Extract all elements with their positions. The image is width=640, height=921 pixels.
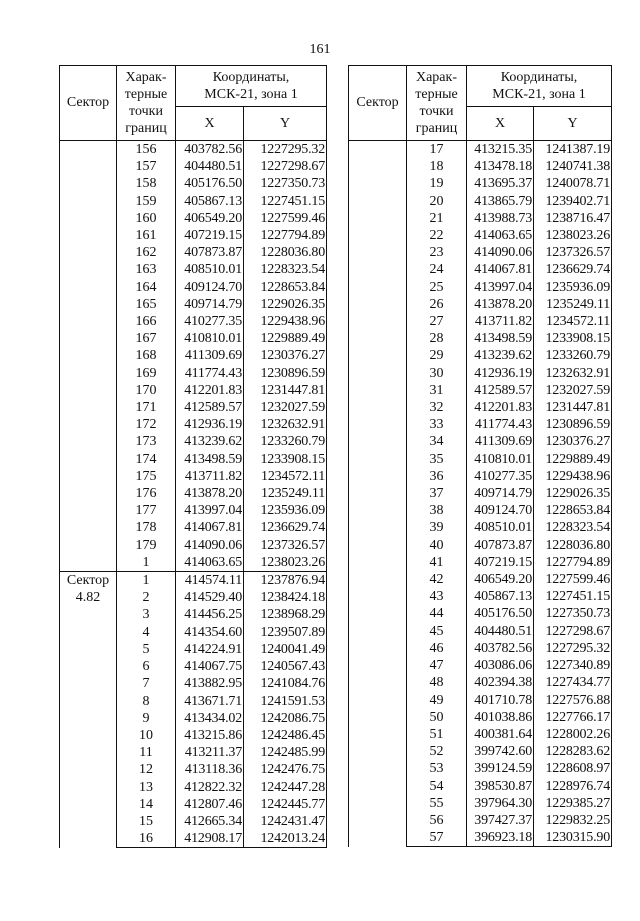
y-coordinate-cell: 1229832.25 (534, 812, 612, 829)
point-number-cell: 13 (117, 779, 176, 796)
x-coordinate-cell: 413434.02 (176, 710, 244, 727)
y-coordinate-cell: 1241387.19 (534, 141, 612, 159)
y-coordinate-cell: 1227576.88 (534, 692, 612, 709)
y-coordinate-cell: 1227350.73 (534, 605, 612, 622)
point-number-cell: 27 (407, 313, 467, 330)
y-coordinate-cell: 1230896.59 (244, 365, 327, 382)
x-coordinate-cell: 402394.38 (467, 674, 534, 691)
x-coordinate-cell: 412665.34 (176, 813, 244, 830)
sector-cell (349, 141, 407, 847)
point-number-cell: 37 (407, 485, 467, 502)
y-coordinate-cell: 1240741.38 (534, 158, 612, 175)
x-coordinate-cell: 410810.01 (176, 330, 244, 347)
x-coordinate-cell: 412589.57 (467, 382, 534, 399)
y-coordinate-cell: 1227434.77 (534, 674, 612, 691)
point-number-cell: 163 (117, 261, 176, 278)
sector-label: Сектор (66, 573, 110, 589)
point-number-cell: 174 (117, 451, 176, 468)
x-coordinate-cell: 413878.20 (176, 485, 244, 502)
points-header-line: терные (124, 87, 168, 102)
y-coordinate-cell: 1232632.91 (534, 365, 612, 382)
y-coordinate-cell: 1233908.15 (244, 451, 327, 468)
point-number-cell: 168 (117, 347, 176, 364)
x-coordinate-cell: 409714.79 (467, 485, 534, 502)
y-coordinate-cell: 1227350.73 (244, 175, 327, 192)
sector-label: 4.82 (75, 590, 101, 606)
point-number-cell: 178 (117, 519, 176, 536)
x-coordinate-cell: 414354.60 (176, 624, 244, 641)
x-coordinate-cell: 404480.51 (467, 623, 534, 640)
y-coordinate-cell: 1238023.26 (534, 227, 612, 244)
y-coordinate-cell: 1228283.62 (534, 743, 612, 760)
point-number-cell: 32 (407, 399, 467, 416)
coordinates-table-right (348, 65, 612, 847)
y-coordinate-cell: 1229026.35 (534, 485, 612, 502)
point-number-cell: 57 (407, 829, 467, 847)
point-number-cell: 175 (117, 468, 176, 485)
point-number-cell: 52 (407, 743, 467, 760)
x-coordinate-cell: 408510.01 (467, 519, 534, 536)
coordinates-header-line: МСК-21, зона 1 (492, 87, 586, 102)
y-coordinate-cell: 1227599.46 (244, 210, 327, 227)
x-coordinate-cell: 410277.35 (176, 313, 244, 330)
point-number-cell: 159 (117, 193, 176, 210)
x-coordinate-cell: 406549.20 (176, 210, 244, 227)
y-coordinate-cell: 1239507.89 (244, 624, 327, 641)
point-number-cell: 51 (407, 726, 467, 743)
y-coordinate-cell: 1230376.27 (534, 433, 612, 450)
y-coordinate-cell: 1228323.54 (534, 519, 612, 536)
y-coordinate-cell: 1227298.67 (244, 158, 327, 175)
x-coordinate-cell: 413671.71 (176, 693, 244, 710)
x-coordinate-cell: 412201.83 (176, 382, 244, 399)
point-number-cell: 54 (407, 778, 467, 795)
x-coordinate-cell: 412822.32 (176, 779, 244, 796)
x-coordinate-cell: 414574.11 (176, 572, 244, 590)
x-coordinate-cell: 413711.82 (176, 468, 244, 485)
point-number-cell: 24 (407, 261, 467, 278)
x-coordinate-cell: 403782.56 (176, 141, 244, 159)
table-row (60, 141, 327, 159)
point-number-cell: 18 (407, 158, 467, 175)
y-coordinate-cell: 1227295.32 (244, 141, 327, 159)
x-coordinate-cell: 399124.59 (467, 760, 534, 777)
points-header-line: Харак- (415, 70, 457, 85)
x-coordinate-cell: 405867.13 (176, 193, 244, 210)
y-coordinate-cell: 1227451.15 (534, 588, 612, 605)
y-coordinate-cell: 1236629.74 (244, 519, 327, 536)
x-coordinate-cell: 413865.79 (467, 193, 534, 210)
points-header-line: границ (125, 121, 167, 136)
x-coordinate-cell: 414067.81 (176, 519, 244, 536)
y-coordinate-cell: 1227295.32 (534, 640, 612, 657)
point-number-cell: 53 (407, 760, 467, 777)
x-coordinate-cell: 414063.65 (176, 554, 244, 572)
y-coordinate-cell: 1227298.67 (534, 623, 612, 640)
point-number-cell: 20 (407, 193, 467, 210)
y-coordinate-cell: 1237326.57 (534, 244, 612, 261)
points-header (117, 66, 176, 141)
point-number-cell: 9 (117, 710, 176, 727)
y-coordinate-cell: 1235249.11 (244, 485, 327, 502)
point-number-cell: 30 (407, 365, 467, 382)
y-coordinate-cell: 1227451.15 (244, 193, 327, 210)
y-coordinate-cell: 1229385.27 (534, 795, 612, 812)
y-coordinate-cell: 1238023.26 (244, 554, 327, 572)
x-coordinate-cell: 413711.82 (467, 313, 534, 330)
y-coordinate-cell: 1230376.27 (244, 347, 327, 364)
y-coordinate-cell: 1229026.35 (244, 296, 327, 313)
point-number-cell: 156 (117, 141, 176, 159)
y-coordinate-cell: 1239402.71 (534, 193, 612, 210)
point-number-cell: 165 (117, 296, 176, 313)
point-number-cell: 179 (117, 537, 176, 554)
points-header-line: терные (415, 87, 458, 102)
y-coordinate-cell: 1235936.09 (534, 279, 612, 296)
x-coordinate-cell: 413215.86 (176, 727, 244, 744)
point-number-cell: 4 (117, 624, 176, 641)
point-number-cell: 47 (407, 657, 467, 674)
y-coordinate-cell: 1231447.81 (534, 399, 612, 416)
table-row (349, 141, 612, 159)
coordinates-header (467, 66, 612, 107)
point-number-cell: 158 (117, 175, 176, 192)
y-coordinate-cell: 1228608.97 (534, 760, 612, 777)
point-number-cell: 40 (407, 537, 467, 554)
points-header-line: границ (415, 121, 458, 136)
point-number-cell: 176 (117, 485, 176, 502)
y-coordinate-cell: 1231447.81 (244, 382, 327, 399)
x-coordinate-cell: 407873.87 (176, 244, 244, 261)
x-coordinate-cell: 409124.70 (176, 279, 244, 296)
x-coordinate-cell: 403782.56 (467, 640, 534, 657)
y-coordinate-cell: 1228976.74 (534, 778, 612, 795)
y-coordinate-cell: 1229438.96 (534, 468, 612, 485)
x-coordinate-cell: 412201.83 (467, 399, 534, 416)
point-number-cell: 56 (407, 812, 467, 829)
x-coordinate-cell: 410277.35 (467, 468, 534, 485)
y-coordinate-cell: 1230896.59 (534, 416, 612, 433)
point-number-cell: 8 (117, 693, 176, 710)
x-coordinate-cell: 407219.15 (467, 554, 534, 571)
point-number-cell: 29 (407, 347, 467, 364)
point-number-cell: 173 (117, 433, 176, 450)
x-coordinate-cell: 414067.75 (176, 658, 244, 675)
x-coordinate-cell: 406549.20 (467, 571, 534, 588)
y-coordinate-cell: 1237326.57 (244, 537, 327, 554)
x-coordinate-cell: 413878.20 (467, 296, 534, 313)
y-coordinate-cell: 1241084.76 (244, 675, 327, 692)
point-number-cell: 6 (117, 658, 176, 675)
y-coordinate-cell: 1242013.24 (244, 830, 327, 848)
point-number-cell: 3 (117, 606, 176, 623)
point-number-cell: 162 (117, 244, 176, 261)
y-coordinate-cell: 1242447.28 (244, 779, 327, 796)
point-number-cell: 43 (407, 588, 467, 605)
x-coordinate-cell: 405176.50 (467, 605, 534, 622)
point-number-cell: 17 (407, 141, 467, 159)
y-coordinate-cell: 1234572.11 (534, 313, 612, 330)
x-coordinate-cell: 407873.87 (467, 537, 534, 554)
y-coordinate-cell: 1227766.17 (534, 709, 612, 726)
points-header-line: Харак- (125, 70, 167, 85)
point-number-cell: 39 (407, 519, 467, 536)
x-coordinate-cell: 413239.62 (467, 347, 534, 364)
coordinates-table-left (59, 65, 327, 848)
point-number-cell: 7 (117, 675, 176, 692)
point-number-cell: 172 (117, 416, 176, 433)
point-number-cell: 46 (407, 640, 467, 657)
point-number-cell: 23 (407, 244, 467, 261)
point-number-cell: 48 (407, 674, 467, 691)
point-number-cell: 22 (407, 227, 467, 244)
y-coordinate-cell: 1238424.18 (244, 589, 327, 606)
sector-header: Сектор (60, 66, 117, 141)
x-coordinate-cell: 413498.59 (467, 330, 534, 347)
point-number-cell: 33 (407, 416, 467, 433)
x-coordinate-cell: 412589.57 (176, 399, 244, 416)
y-coordinate-cell: 1238716.47 (534, 210, 612, 227)
y-coordinate-cell: 1238968.29 (244, 606, 327, 623)
x-coordinate-cell: 410810.01 (467, 451, 534, 468)
x-coordinate-cell: 408510.01 (176, 261, 244, 278)
x-coordinate-cell: 413215.35 (467, 141, 534, 159)
table-row (60, 572, 327, 590)
points-header-line: точки (419, 104, 454, 119)
y-coordinate-cell: 1242476.75 (244, 761, 327, 778)
point-number-cell: 31 (407, 382, 467, 399)
point-number-cell: 49 (407, 692, 467, 709)
y-coordinate-cell: 1240567.43 (244, 658, 327, 675)
point-number-cell: 177 (117, 502, 176, 519)
x-coordinate-cell: 414067.81 (467, 261, 534, 278)
x-coordinate-cell: 413695.37 (467, 175, 534, 192)
y-coordinate-cell: 1228653.84 (534, 502, 612, 519)
x-coordinate-cell: 401710.78 (467, 692, 534, 709)
x-coordinate-cell: 411309.69 (176, 347, 244, 364)
y-coordinate-cell: 1233260.79 (534, 347, 612, 364)
x-coordinate-cell: 412807.46 (176, 796, 244, 813)
point-number-cell: 55 (407, 795, 467, 812)
y-coordinate-cell: 1227794.89 (244, 227, 327, 244)
x-coordinate-cell: 413882.95 (176, 675, 244, 692)
x-coordinate-cell: 405176.50 (176, 175, 244, 192)
x-coordinate-cell: 405867.13 (467, 588, 534, 605)
point-number-cell: 38 (407, 502, 467, 519)
y-coordinate-cell: 1240041.49 (244, 641, 327, 658)
point-number-cell: 160 (117, 210, 176, 227)
y-coordinate-cell: 1235936.09 (244, 502, 327, 519)
point-number-cell: 16 (117, 830, 176, 848)
x-coordinate-cell: 414090.06 (467, 244, 534, 261)
x-coordinate-cell: 413118.36 (176, 761, 244, 778)
y-coordinate-cell: 1230315.90 (534, 829, 612, 847)
x-coordinate-cell: 404480.51 (176, 158, 244, 175)
x-coordinate-cell: 409714.79 (176, 296, 244, 313)
x-coordinate-cell: 400381.64 (467, 726, 534, 743)
y-coordinate-cell: 1228002.26 (534, 726, 612, 743)
y-coordinate-cell: 1242431.47 (244, 813, 327, 830)
x-coordinate-cell: 412936.19 (467, 365, 534, 382)
y-coordinate-cell: 1232632.91 (244, 416, 327, 433)
y-coordinate-cell: 1237876.94 (244, 572, 327, 590)
y-coordinate-cell: 1242485.99 (244, 744, 327, 761)
x-coordinate-cell: 411774.43 (467, 416, 534, 433)
x-coordinate-cell: 412936.19 (176, 416, 244, 433)
x-coordinate-cell: 397427.37 (467, 812, 534, 829)
point-number-cell: 28 (407, 330, 467, 347)
point-number-cell: 164 (117, 279, 176, 296)
y-coordinate-cell: 1233908.15 (534, 330, 612, 347)
point-number-cell: 34 (407, 433, 467, 450)
point-number-cell: 167 (117, 330, 176, 347)
coordinates-header (176, 66, 327, 107)
y-coordinate-cell: 1229889.49 (534, 451, 612, 468)
x-coordinate-cell: 398530.87 (467, 778, 534, 795)
point-number-cell: 1 (117, 572, 176, 590)
x-header: X (467, 107, 534, 141)
point-number-cell: 166 (117, 313, 176, 330)
x-coordinate-cell: 413239.62 (176, 433, 244, 450)
y-coordinate-cell: 1236629.74 (534, 261, 612, 278)
x-coordinate-cell: 401038.86 (467, 709, 534, 726)
y-coordinate-cell: 1227340.89 (534, 657, 612, 674)
x-coordinate-cell: 399742.60 (467, 743, 534, 760)
y-coordinate-cell: 1229889.49 (244, 330, 327, 347)
x-coordinate-cell: 414224.91 (176, 641, 244, 658)
y-coordinate-cell: 1240078.71 (534, 175, 612, 192)
point-number-cell: 1 (117, 554, 176, 572)
x-coordinate-cell: 413478.18 (467, 158, 534, 175)
point-number-cell: 25 (407, 279, 467, 296)
y-coordinate-cell: 1241591.53 (244, 693, 327, 710)
point-number-cell: 11 (117, 744, 176, 761)
x-coordinate-cell: 414456.25 (176, 606, 244, 623)
point-number-cell: 36 (407, 468, 467, 485)
points-header-line: точки (129, 104, 163, 119)
point-number-cell: 42 (407, 571, 467, 588)
coordinates-header-line: Координаты, (500, 70, 578, 85)
point-number-cell: 2 (117, 589, 176, 606)
x-coordinate-cell: 396923.18 (467, 829, 534, 847)
point-number-cell: 10 (117, 727, 176, 744)
coordinates-header-line: МСК-21, зона 1 (204, 87, 298, 102)
sector-cell (60, 141, 117, 572)
x-coordinate-cell: 411774.43 (176, 365, 244, 382)
point-number-cell: 41 (407, 554, 467, 571)
point-number-cell: 170 (117, 382, 176, 399)
y-coordinate-cell: 1228036.80 (534, 537, 612, 554)
point-number-cell: 157 (117, 158, 176, 175)
x-coordinate-cell: 407219.15 (176, 227, 244, 244)
x-coordinate-cell: 413988.73 (467, 210, 534, 227)
y-coordinate-cell: 1228653.84 (244, 279, 327, 296)
x-coordinate-cell: 413498.59 (176, 451, 244, 468)
point-number-cell: 5 (117, 641, 176, 658)
y-coordinate-cell: 1234572.11 (244, 468, 327, 485)
point-number-cell: 44 (407, 605, 467, 622)
x-coordinate-cell: 414090.06 (176, 537, 244, 554)
y-coordinate-cell: 1227599.46 (534, 571, 612, 588)
y-coordinate-cell: 1229438.96 (244, 313, 327, 330)
point-number-cell: 161 (117, 227, 176, 244)
point-number-cell: 35 (407, 451, 467, 468)
coordinates-header-line: Координаты, (212, 70, 290, 85)
x-coordinate-cell: 414529.40 (176, 589, 244, 606)
y-coordinate-cell: 1228036.80 (244, 244, 327, 261)
point-number-cell: 50 (407, 709, 467, 726)
sector-cell (60, 572, 117, 848)
point-number-cell: 19 (407, 175, 467, 192)
point-number-cell: 45 (407, 623, 467, 640)
x-coordinate-cell: 411309.69 (467, 433, 534, 450)
y-coordinate-cell: 1242086.75 (244, 710, 327, 727)
x-coordinate-cell: 413997.04 (176, 502, 244, 519)
y-coordinate-cell: 1227794.89 (534, 554, 612, 571)
x-coordinate-cell: 403086.06 (467, 657, 534, 674)
y-coordinate-cell: 1242486.45 (244, 727, 327, 744)
x-header: X (176, 107, 244, 141)
x-coordinate-cell: 397964.30 (467, 795, 534, 812)
x-coordinate-cell: 412908.17 (176, 830, 244, 848)
x-coordinate-cell: 414063.65 (467, 227, 534, 244)
points-header (407, 66, 467, 141)
point-number-cell: 171 (117, 399, 176, 416)
y-coordinate-cell: 1235249.11 (534, 296, 612, 313)
y-coordinate-cell: 1232027.59 (534, 382, 612, 399)
x-coordinate-cell: 409124.70 (467, 502, 534, 519)
y-coordinate-cell: 1232027.59 (244, 399, 327, 416)
point-number-cell: 12 (117, 761, 176, 778)
sector-header: Сектор (349, 66, 407, 141)
y-header: Y (534, 107, 612, 141)
page-number: 161 (309, 42, 331, 57)
y-coordinate-cell: 1242445.77 (244, 796, 327, 813)
point-number-cell: 26 (407, 296, 467, 313)
point-number-cell: 169 (117, 365, 176, 382)
point-number-cell: 15 (117, 813, 176, 830)
y-coordinate-cell: 1228323.54 (244, 261, 327, 278)
y-header: Y (244, 107, 327, 141)
point-number-cell: 14 (117, 796, 176, 813)
x-coordinate-cell: 413997.04 (467, 279, 534, 296)
y-coordinate-cell: 1233260.79 (244, 433, 327, 450)
point-number-cell: 21 (407, 210, 467, 227)
x-coordinate-cell: 413211.37 (176, 744, 244, 761)
